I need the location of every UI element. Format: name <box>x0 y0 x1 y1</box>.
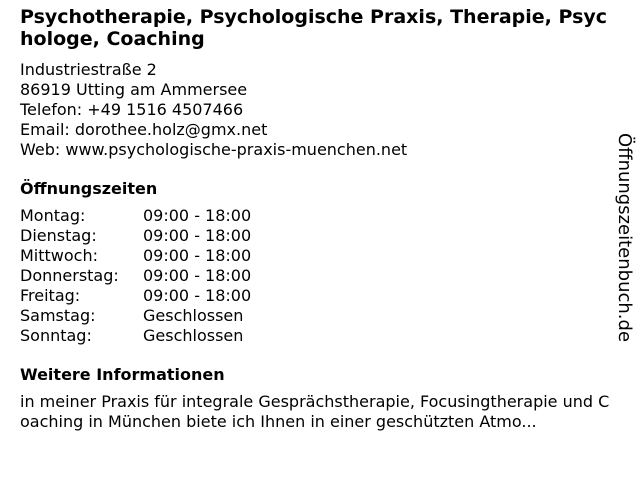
time-value: Geschlossen <box>143 306 244 325</box>
time-value: 09:00 - 18:00 <box>143 226 252 245</box>
time-value: Geschlossen <box>143 326 244 345</box>
day-label: Donnerstag: <box>20 266 119 285</box>
day-label: Dienstag: <box>20 226 97 245</box>
opening-hours-heading: Öffnungszeiten <box>20 179 158 198</box>
contact-block <box>20 60 618 160</box>
brand-watermark: Öffnungszeitenbuch.de <box>614 133 635 343</box>
street-address: Industriestraße 2 <box>20 60 157 79</box>
hours-row-saturday <box>20 306 618 326</box>
more-info-text: in meiner Praxis für integrale Gesprächstherapie, Focusingtherapie und Coaching in München biete ich Ihnen in einer geschützten Atmo... <box>20 392 610 431</box>
day-label: Sonntag: <box>20 326 92 345</box>
day-label: Mittwoch: <box>20 246 98 265</box>
website-address: Web: www.psychologische-praxis-muenchen.net <box>20 140 408 159</box>
day-label: Montag: <box>20 206 86 225</box>
email-address: Email: dorothee.holz@gmx.net <box>20 120 268 139</box>
hours-row-monday <box>20 206 618 226</box>
more-info-heading: Weitere Informationen <box>20 365 225 384</box>
city-address: 86919 Utting am Ammersee <box>20 80 248 99</box>
business-card <box>20 6 618 432</box>
time-value: 09:00 - 18:00 <box>143 206 252 225</box>
hours-row-tuesday <box>20 226 618 246</box>
day-label: Samstag: <box>20 306 96 325</box>
hours-row-thursday <box>20 266 618 286</box>
time-value: 09:00 - 18:00 <box>143 246 252 265</box>
opening-hours-table <box>20 206 618 346</box>
time-value: 09:00 - 18:00 <box>143 286 252 305</box>
phone-number: Telefon: +49 1516 4507466 <box>20 100 244 119</box>
business-title: Psychotherapie, Psychologische Praxis, Therapie, Psychologe, Coaching <box>20 6 608 50</box>
hours-row-wednesday <box>20 246 618 266</box>
hours-row-friday <box>20 286 618 306</box>
hours-row-sunday <box>20 326 618 346</box>
day-label: Freitag: <box>20 286 81 305</box>
time-value: 09:00 - 18:00 <box>143 266 252 285</box>
